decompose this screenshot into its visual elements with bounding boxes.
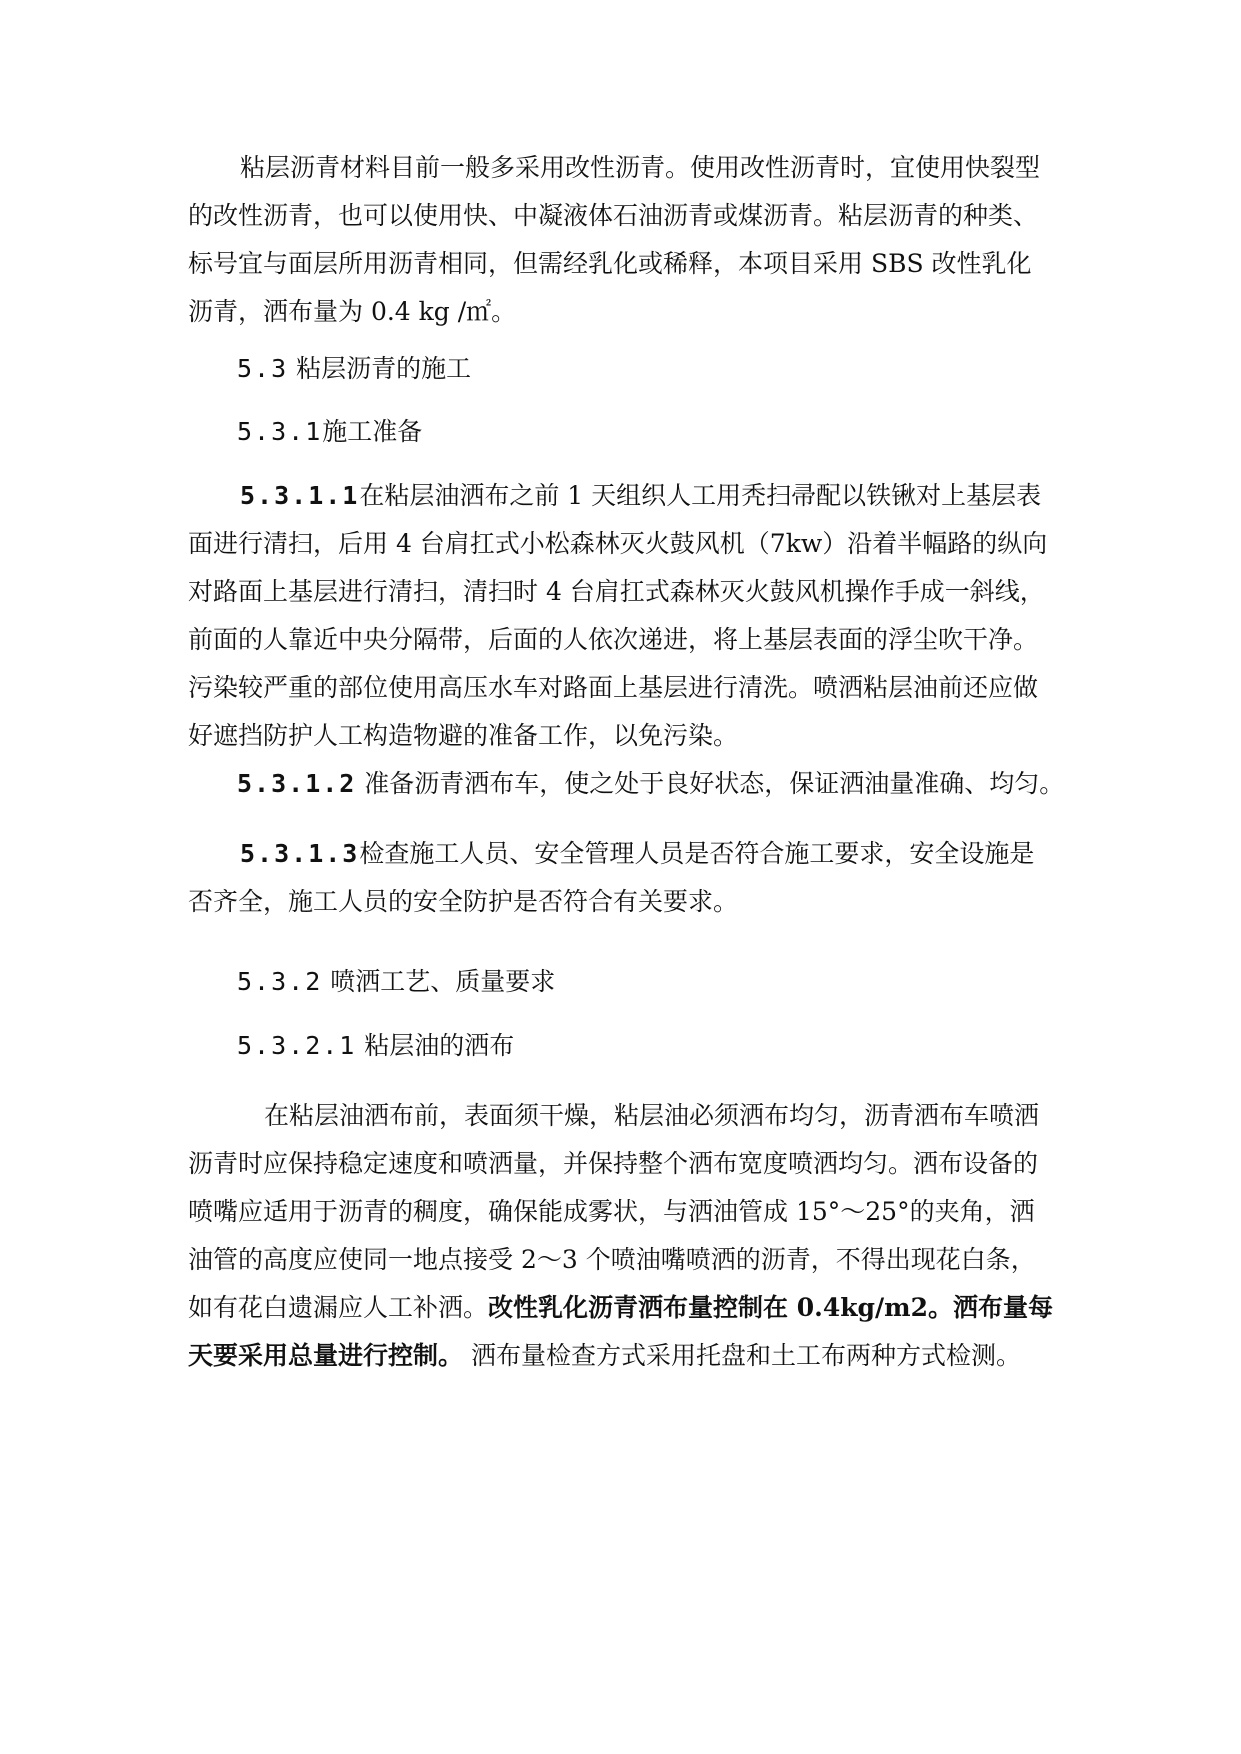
section-number: 5.3.2: [237, 967, 323, 996]
paragraph-tack-coat-material: 粘层沥青材料目前一般多采用改性沥青。使用改性沥青时，宜使用快裂型的改性沥青，也可以使用快、中凝液体石油沥青或煤沥青。粘层沥青的种类、标号宜与面层所用沥青相同，但需经乳化或稀释，本项目采用 SBS 改性乳化沥青，洒布量为 0.4 kg /㎡。: [188, 153, 1041, 326]
paragraph-text: 在粘层油洒布前，表面须干燥，粘层油必须洒布均匀，沥青洒布车喷洒沥青时应保持稳定速度和喷洒量，并保持整个洒布宽度喷洒均匀。洒布设备的喷嘴应适用于沥青的稠度，确保能成雾状，与洒油管成 15°～25°的夹角，洒油管的高度应使同一地点接受 2～3 个喷油嘴喷洒的沥青，不得出现花白条，如有花白遗漏应人工补洒。: [188, 1101, 1040, 1322]
paragraph-5-3-1-1: [188, 472, 1056, 760]
paragraph-text: 检查施工人员、安全管理人员是否符合施工要求，安全设施是否齐全，施工人员的安全防护是否符合有关要求。: [188, 839, 1035, 916]
section-heading-5-3-1: [237, 408, 1037, 456]
section-heading-5-3-2-1: [237, 1022, 1037, 1070]
section-number: 5.3.1.1: [240, 481, 360, 510]
paragraph-5-3-1-3: [188, 830, 1056, 926]
paragraph-text: 在粘层油洒布之前 1 天组织人工用秃扫帚配以铁锹对上基层表面进行清扫，后用 4 台肩扛式小松森林灭火鼓风机（7kw）沿着半幅路的纵向对路面上基层进行清扫，清扫时 4 台肩扛式森林灭火鼓风机操作手成一斜线，前面的人靠近中央分隔带，后面的人依次递进，将上基层表面的浮尘吹干净。污染较严重的部位使用高压水车对路面上基层进行清洗。喷洒粘层油前还应做好遮挡防护人工构造物避的准备工作，以免污染。: [188, 481, 1048, 750]
section-title: 粘层沥青的施工: [288, 354, 472, 383]
section-title: 施工准备: [322, 417, 423, 446]
section-title: 粘层油的洒布: [356, 1031, 515, 1060]
paragraph-bold-requirement: 改性乳化沥青洒布量控制在 0.4kg/m2。洒布量每天要采用总量进行控制。: [188, 1293, 1053, 1370]
section-heading-5-3-2: [237, 958, 1037, 1006]
paragraph-5-3-1-2: [237, 760, 1065, 808]
paragraph-spraying: [188, 1092, 1056, 1380]
section-number: 5.3.2.1: [237, 1031, 357, 1060]
section-number: 5.3.1.2: [237, 769, 357, 798]
paragraph-text: 准备沥青洒布车，使之处于良好状态，保证洒油量准确、均匀。: [356, 769, 1065, 798]
section-number: 5.3: [237, 354, 289, 383]
section-title: 喷洒工艺、质量要求: [322, 967, 556, 996]
paragraph-text-inspection: 洒布量检查方式采用托盘和土工布两种方式检测。: [463, 1341, 1021, 1370]
section-number: 5.3.1: [237, 417, 323, 446]
section-number: 5.3.1.3: [240, 839, 360, 868]
section-heading-5-3: [237, 345, 1037, 393]
